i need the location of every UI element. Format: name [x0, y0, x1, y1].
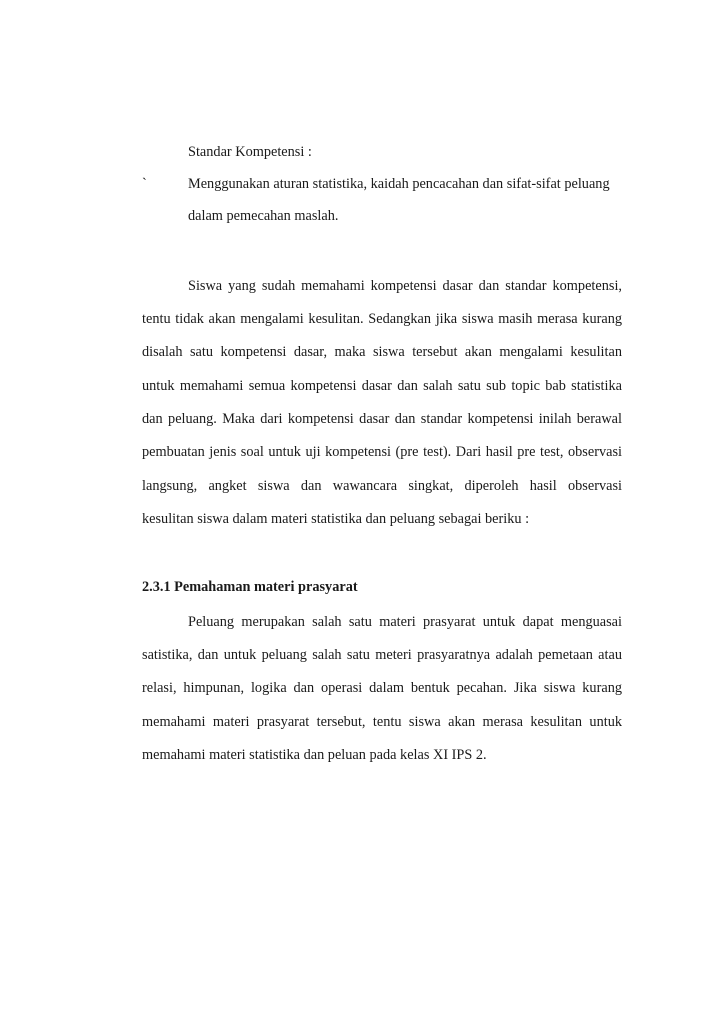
- standar-kompetensi-line-1: Menggunakan aturan statistika, kaidah pencacahan dan sifat-sifat peluang: [188, 176, 610, 192]
- paragraph-1-line-2: tentu tidak akan mengalami kesulitan. Sedangkan jika siswa masih merasa kurang: [142, 311, 622, 327]
- paragraph-1-line-7: langsung, angket siswa dan wawancara singkat, diperoleh hasil observasi: [142, 478, 622, 494]
- paragraph-2-line-1: Peluang merupakan salah satu materi prasyarat untuk dapat menguasai: [188, 614, 622, 630]
- paragraph-2-line-3: relasi, himpunan, logika dan operasi dalam bentuk pecahan. Jika siswa kurang: [142, 680, 622, 696]
- paragraph-2-line-4: memahami materi prasyarat tersebut, tentu siswa akan merasa kesulitan untuk: [142, 714, 622, 730]
- paragraph-1-line-6: pembuatan jenis soal untuk uji kompetensi (pre test). Dari hasil pre test, observasi: [142, 444, 622, 460]
- paragraph-1-line-4: untuk memahami semua kompetensi dasar dan salah satu sub topic bab statistika: [142, 378, 622, 394]
- paragraph-2-line-2: satistika, dan untuk peluang salah satu meteri prasyaratnya adalah pemetaan atau: [142, 647, 622, 663]
- paragraph-1-line-5: dan peluang. Maka dari kompetensi dasar dan standar kompetensi inilah berawal: [142, 411, 622, 427]
- paragraph-1-line-1: Siswa yang sudah memahami kompetensi dasar dan standar kompetensi,: [188, 278, 622, 294]
- standar-kompetensi-heading: Standar Kompetensi :: [188, 144, 312, 160]
- paragraph-1-line-8: kesulitan siswa dalam materi statistika dan peluang sebagai beriku :: [142, 511, 530, 527]
- standar-kompetensi-line-2: dalam pemecahan maslah.: [188, 208, 339, 224]
- section-heading: 2.3.1 Pemahaman materi prasyarat: [142, 579, 358, 595]
- backtick-marker: `: [142, 176, 147, 192]
- paragraph-1-line-3: disalah satu kompetensi dasar, maka siswa tersebut akan mengalami kesulitan: [142, 344, 622, 360]
- paragraph-2-line-5: memahami materi statistika dan peluan pada kelas XI IPS 2.: [142, 747, 487, 763]
